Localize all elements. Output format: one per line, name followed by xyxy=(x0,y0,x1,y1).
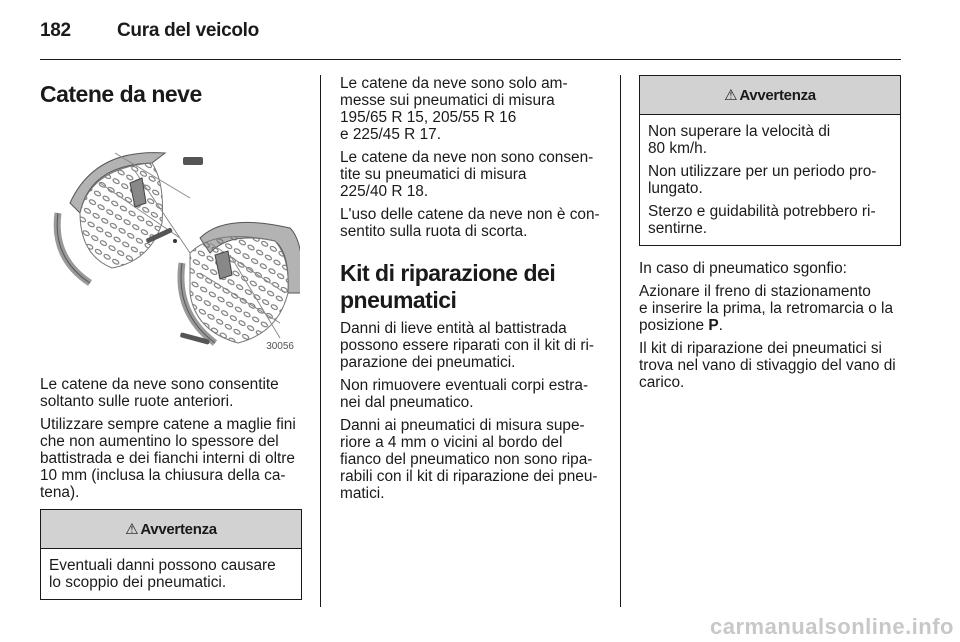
warning-title: Avvertenza xyxy=(739,86,816,104)
warning-body xyxy=(640,115,900,245)
page-number: 182 xyxy=(40,20,71,41)
warning-text: Sterzo e guidabilità potrebbero ri- sentirne. xyxy=(648,203,876,237)
paragraph: L'uso delle catene da neve non è con- sentito sulla ruota di scorta. xyxy=(340,206,600,240)
section-title-repair-kit: Kit di riparazione dei pneumatici xyxy=(340,260,556,313)
snow-chains-figure xyxy=(40,143,300,358)
column-divider-left xyxy=(320,75,321,607)
warning-header xyxy=(41,510,301,549)
snow-chains-illustration xyxy=(40,143,300,358)
paragraph-text: . xyxy=(718,317,723,334)
paragraph: Le catene da neve sono solo am- messe sui pneumatici di misura 195/65 R 15, 205/55 R 16 e 225/45 R 17. xyxy=(340,75,568,143)
middle-column xyxy=(340,75,602,508)
warning-triangle-icon: ⚠ xyxy=(724,86,738,104)
paragraph: In caso di pneumatico sgonfio: xyxy=(639,260,847,277)
warning-box xyxy=(639,75,901,246)
chapter-title: Cura del veicolo xyxy=(117,20,259,41)
warning-title: Avvertenza xyxy=(140,520,217,538)
paragraph: Le catene da neve sono consentite soltanto sulle ruote anteriori. xyxy=(40,376,279,410)
paragraph-parking xyxy=(639,283,901,334)
warning-text: Non superare la velocità di 80 km/h. xyxy=(648,123,831,157)
watermark: carmanualsonline.info xyxy=(710,614,954,639)
header-rule xyxy=(40,59,901,60)
warning-box xyxy=(40,509,302,600)
warning-body xyxy=(41,549,301,599)
warning-text: Eventuali danni possono causare lo scoppio dei pneumatici. xyxy=(49,557,276,591)
figure-number: 30056 xyxy=(266,341,294,352)
spacer xyxy=(639,246,901,260)
column-divider-right xyxy=(620,75,621,607)
section-title-snow-chains: Catene da neve xyxy=(40,81,202,107)
paragraph: Il kit di riparazione dei pneumatici si trova nel vano di stivaggio del vano di carico. xyxy=(639,340,896,391)
spacer xyxy=(340,246,602,260)
warning-text: Non utilizzare per un periodo pro- lungato. xyxy=(648,163,877,197)
paragraph: Le catene da neve non sono consen- tite su pneumatici di misura 225/40 R 18. xyxy=(340,149,594,200)
paragraph: Non rimuovere eventuali corpi estra- nei dal pneumatico. xyxy=(340,377,589,411)
left-column xyxy=(40,75,302,600)
paragraph-text: Azionare il freno di stazionamento e inserire la prima, la retromarcia o la posizione xyxy=(639,283,894,334)
paragraph: Danni di lieve entità al battistrada possono essere riparati con il kit di ri- parazione dei pneumatici. xyxy=(340,320,595,371)
warning-header xyxy=(640,76,900,115)
paragraph: Utilizzare sempre catene a maglie fini che non aumentino lo spessore del battistrada e dei fianchi interni di oltre 10 mm (inclusa la chiusura della ca- tena). xyxy=(40,416,296,501)
gear-position-label: P xyxy=(708,317,719,334)
right-column xyxy=(639,75,901,397)
paragraph: Danni ai pneumatici di misura supe- riore a 4 mm o vicini al bordo del fianco del pneumatico non sono ripa- rabili con il kit di riparazione dei pneu- matici. xyxy=(340,417,598,502)
warning-triangle-icon: ⚠ xyxy=(125,520,139,538)
